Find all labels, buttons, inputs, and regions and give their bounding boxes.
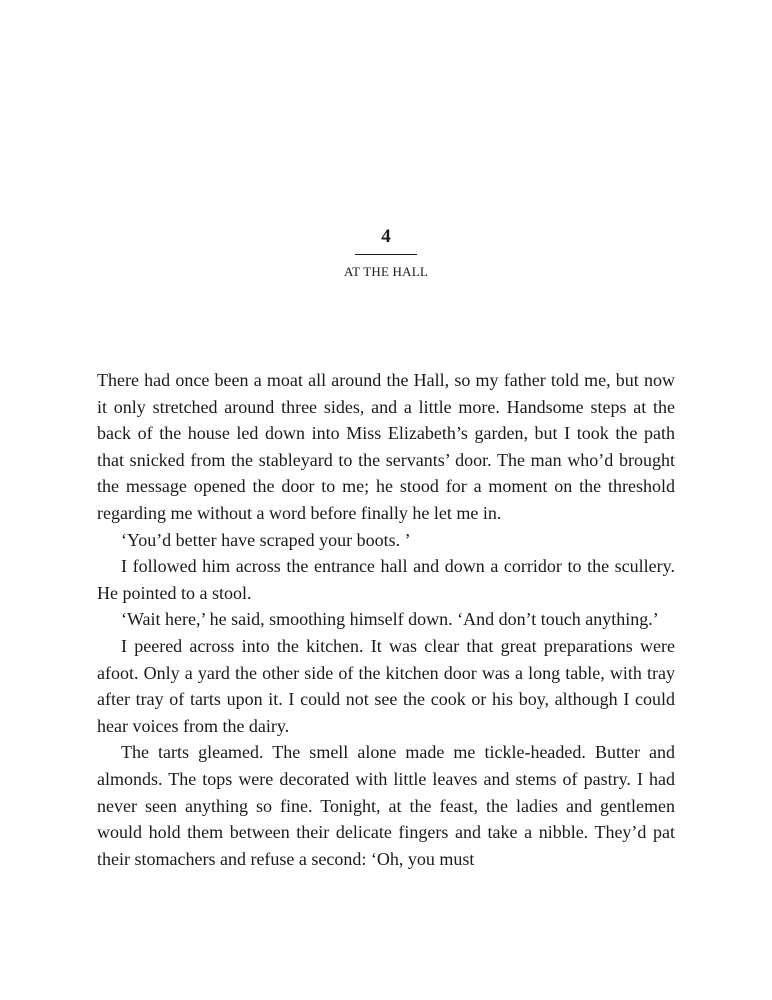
chapter-number: 4 xyxy=(381,226,391,247)
paragraph: ‘You’d better have scraped your boots. ’ xyxy=(121,529,411,550)
paragraph: I peered across into the kitchen. It was clear that great preparations were afoot. Only a yard the other side of the kitchen door was a long table, with tray after tray of tarts upon it. I could not see the cook or his boy, although I could hear voices from the dairy. xyxy=(97,635,675,736)
paragraph: ‘Wait here,’ he said, smoothing himself down. ‘And don’t touch anything.’ xyxy=(121,609,659,630)
paragraph: There had once been a moat all around the Hall, so my father told me, but now it only stretched around three sides, and a little more. Handsome steps at the back of the house led down into Miss Elizabeth’s garden, but I took the path that snicked from the stableyard to the servants’ door. The man who’d brought the message opened the door to me; he stood for a moment on the threshold regarding me without a word before finally he let me in. xyxy=(97,370,675,523)
body-text xyxy=(97,367,675,872)
chapter-header xyxy=(0,226,772,280)
paragraph: The tarts gleamed. The smell alone made me tickle-headed. Butter and almonds. The tops were decorated with little leaves and stems of pastry. I had never seen anything so fine. Tonight, at the feast, the ladies and gentlemen would hold them between their delicate fingers and take a nibble. They’d pat their stomachers and refuse a second: ‘Oh, you must xyxy=(97,742,675,869)
chapter-title: AT THE HALL xyxy=(343,264,429,279)
paragraph: I followed him across the entrance hall and down a corridor to the scullery. He pointed to a stool. xyxy=(97,556,675,603)
chapter-divider xyxy=(355,254,417,255)
